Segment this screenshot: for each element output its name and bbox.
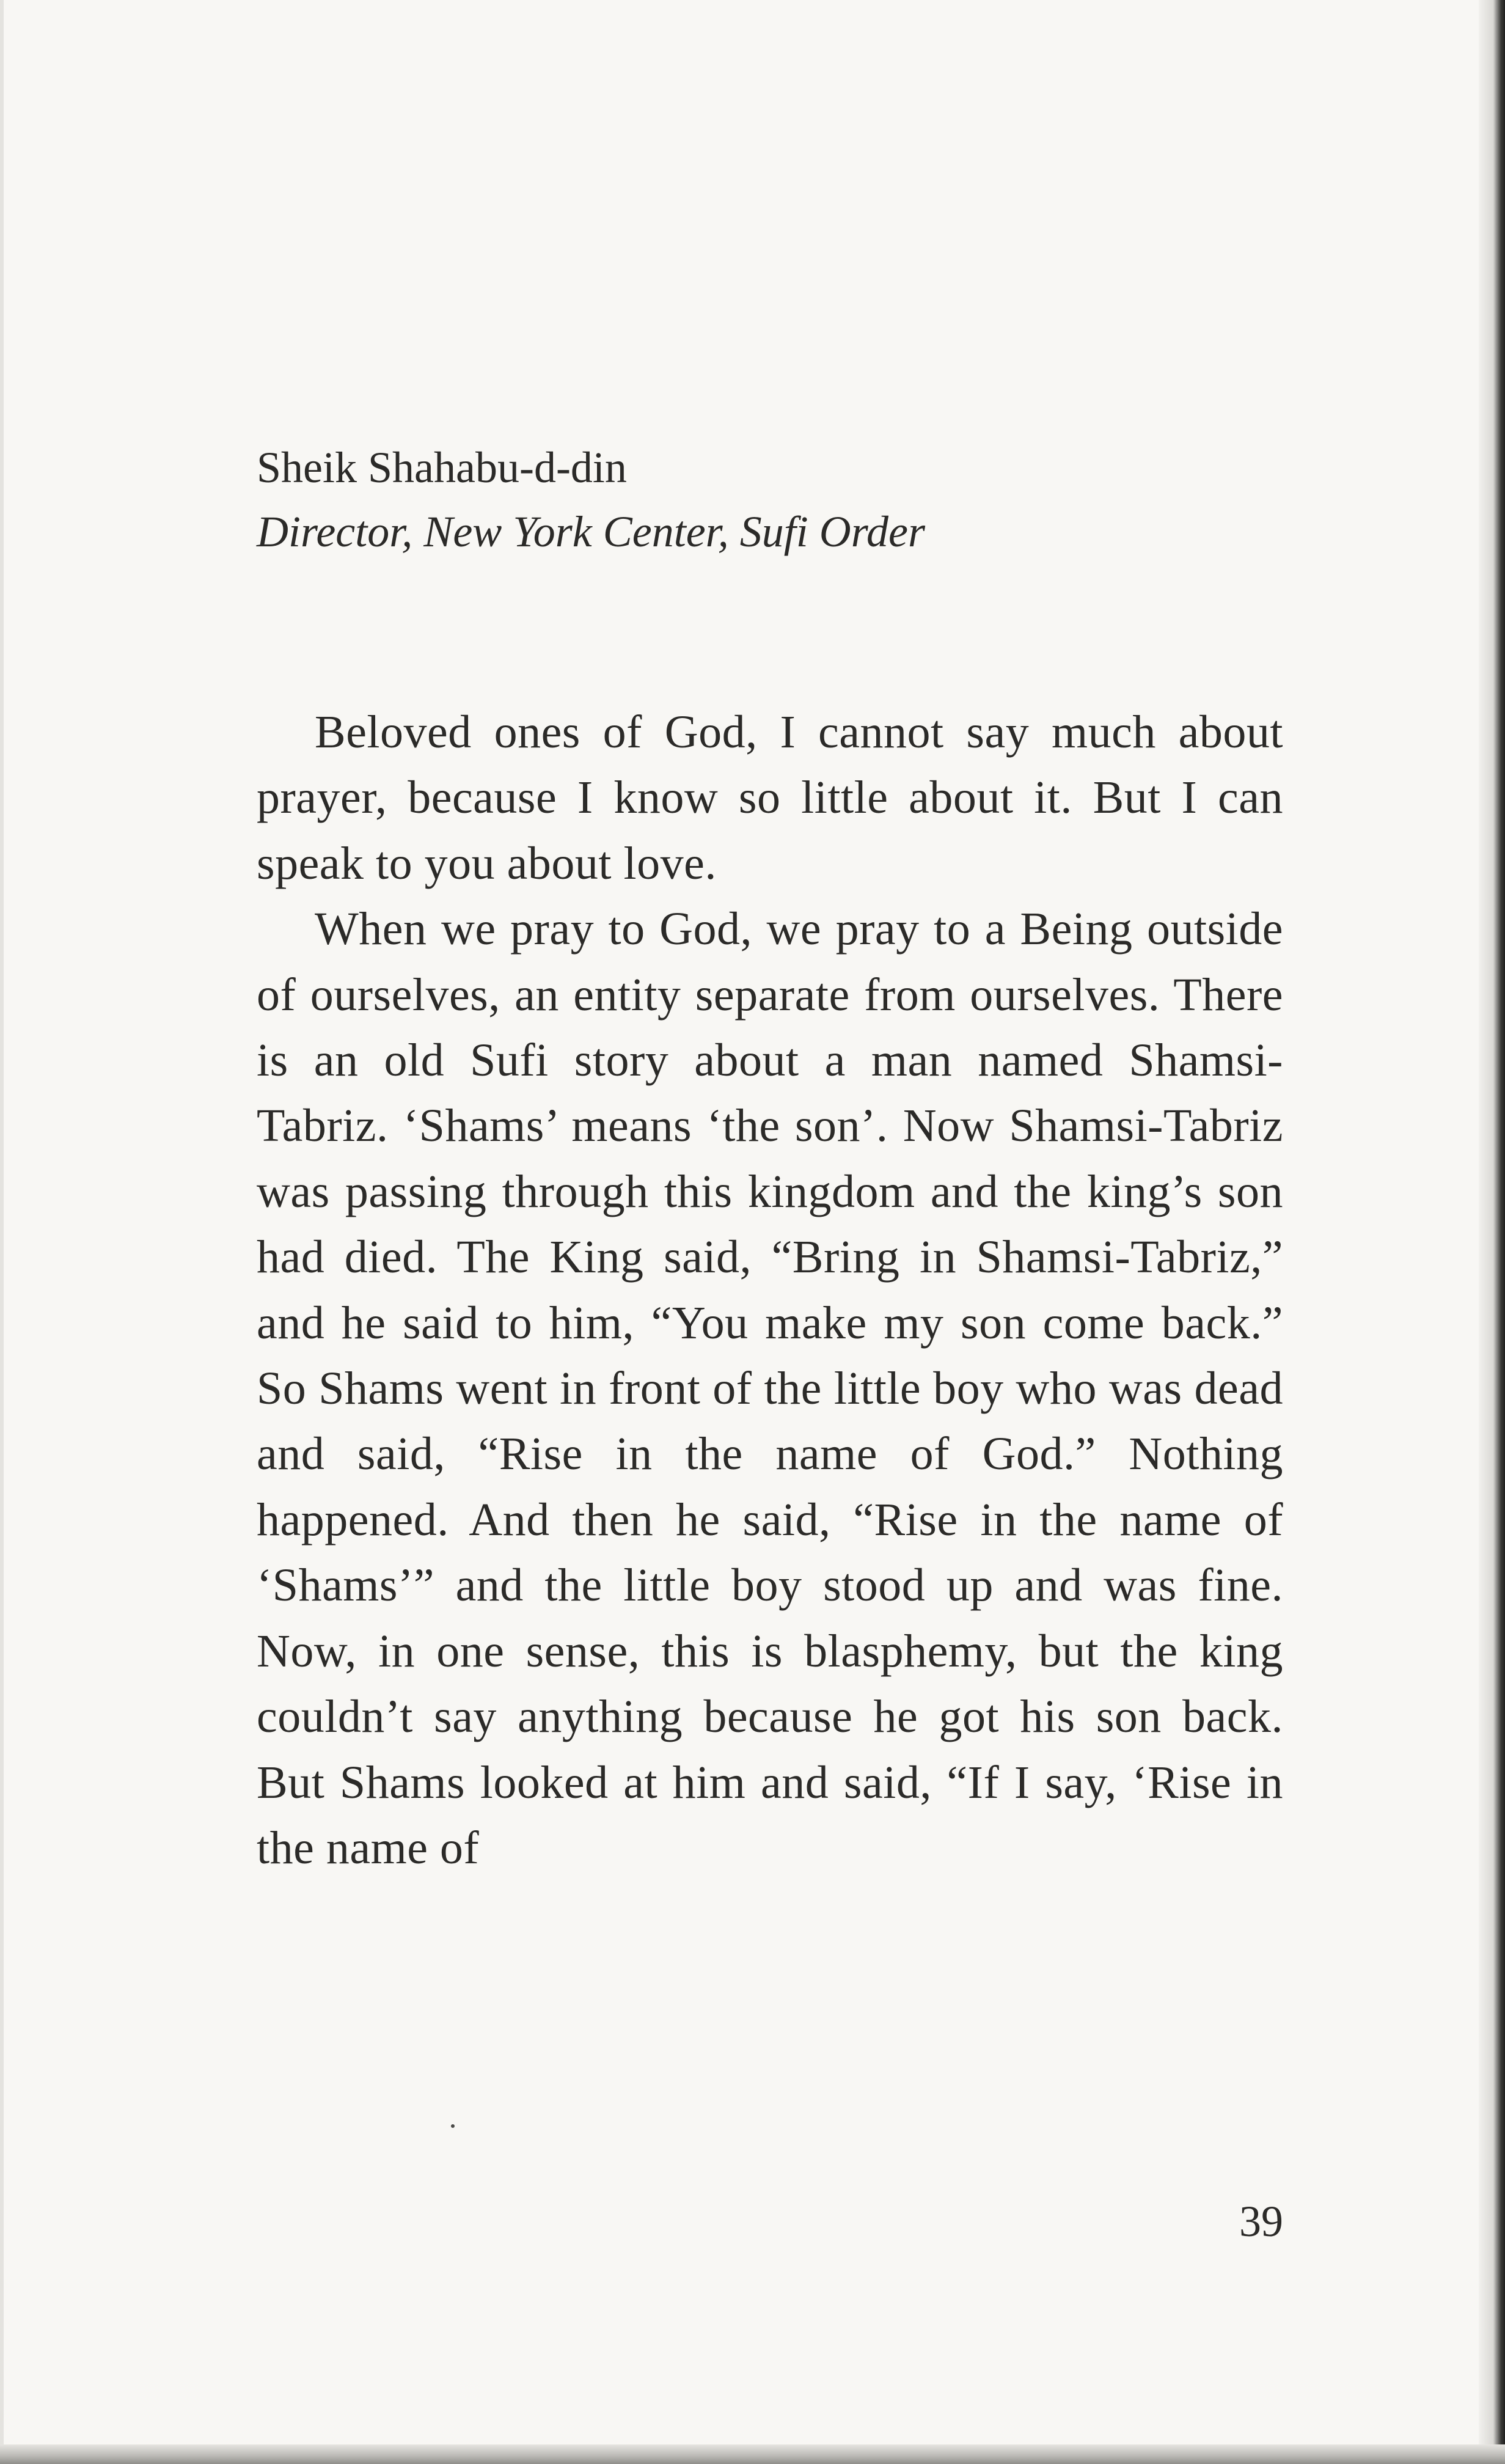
body-text: [257, 700, 1283, 1881]
author-name: Sheik Shahabu-d-din: [257, 443, 627, 492]
paragraph-2: When we pray to God, we pray to a Being outside of ourselves, an entity separate from ourselves. There is an old Sufi story about a man named Shamsi-Tabriz. ‘Shams’ means ‘the son’. Now Shamsi-Tabriz was passing through this kingdom and the king’s son had died. The King said, “Bring in Shamsi-Tabriz,” and he said to him, “You make my son come back.” So Shams went in front of the little boy who was dead and said, “Rise in the name of God.” Nothing happened. And then he said, “Rise in the name of ‘Shams’” and the little boy stood up and was fine. Now, in one sense, this is blasphemy, but the king couldn’t say anything because he got his son back. But Shams looked at him and said, “If I say, ‘Rise in the name of: [257, 903, 1283, 1874]
paragraph-1: Beloved ones of God, I cannot say much about prayer, because I know so little about it. But I can speak to you about love.: [257, 706, 1283, 889]
page-bottom-edge-shadow: [0, 2444, 1505, 2464]
page-right-edge-shadow: [1479, 0, 1505, 2464]
author-title: Director, New York Center, Sufi Order: [257, 507, 926, 556]
page-number: 39: [1239, 2197, 1283, 2246]
page-left-edge: [0, 0, 4, 2464]
ink-speck: [451, 2124, 455, 2128]
